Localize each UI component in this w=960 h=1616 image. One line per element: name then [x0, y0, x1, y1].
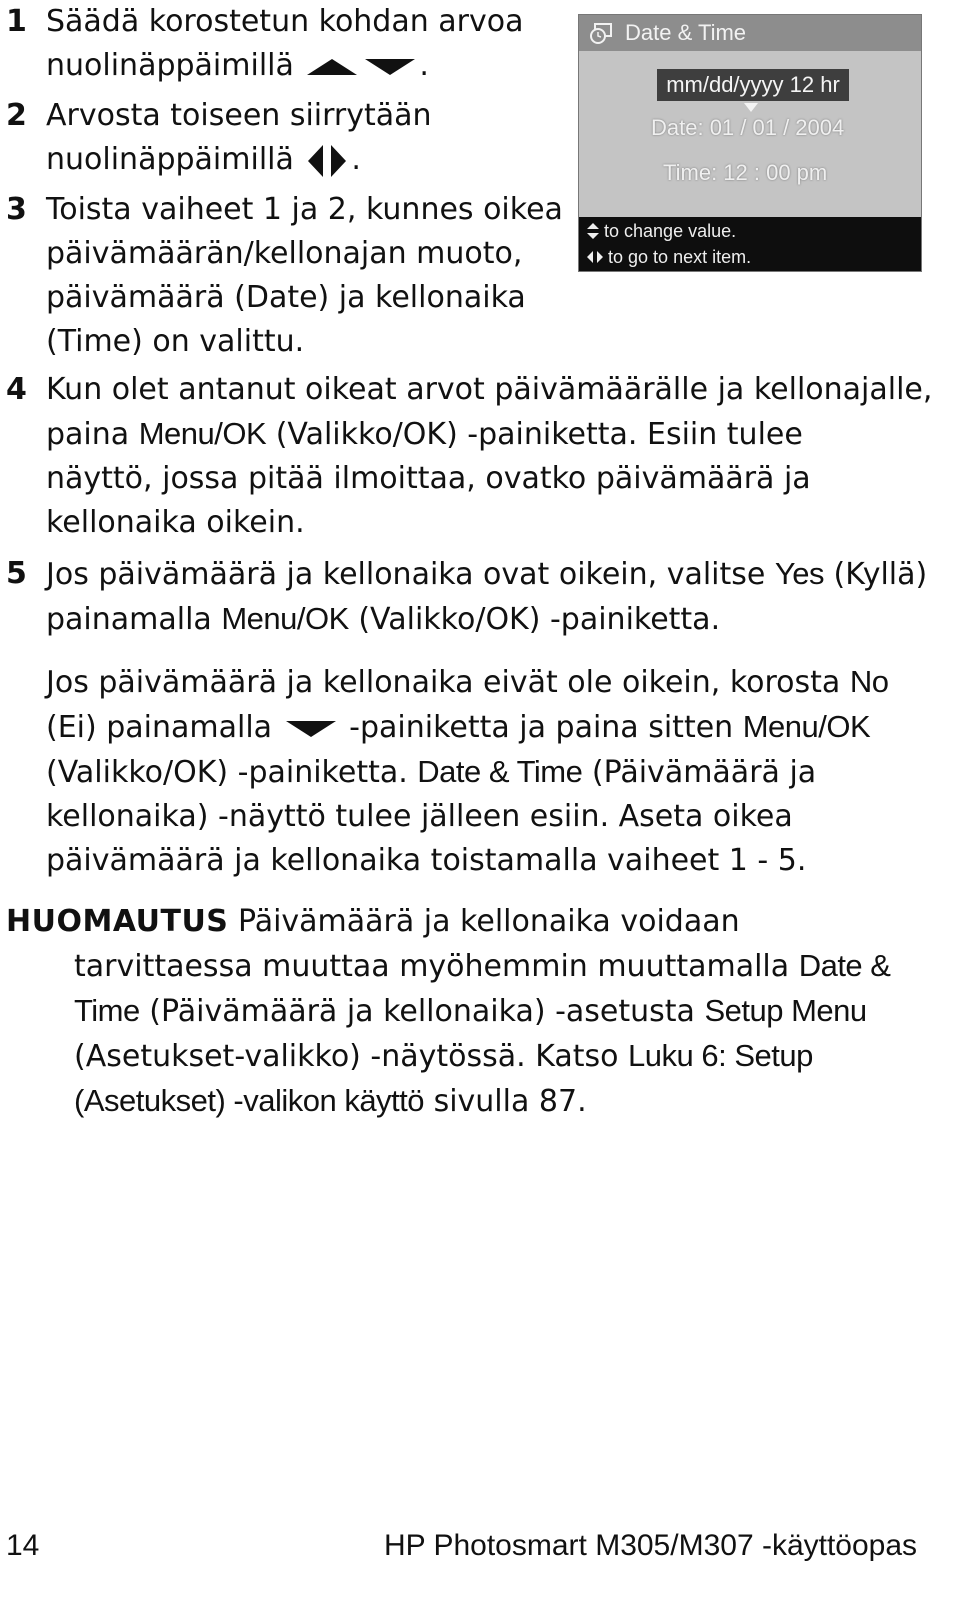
arrow-right-icon	[329, 143, 349, 179]
step-text-line: kellonaika oikein.	[46, 505, 305, 540]
step-number: 5	[6, 556, 27, 591]
menu-ok-key-label: Menu/OK	[221, 601, 349, 636]
step-text-line: Säädä korostetun kohdan arvoa	[46, 4, 524, 39]
page-number: 14	[6, 1529, 40, 1562]
footer-title: HP Photosmart M305/M307 -käyttöopas	[384, 1529, 918, 1562]
screen-title: Date & Time	[625, 20, 747, 45]
date-time-menu-label: Date &	[798, 948, 891, 983]
step-number: 3	[6, 192, 27, 227]
note-block: HUOMAUTUS Päivämäärä ja kellonaika voidaan tarvittaessa muuttaa myöhemmin muuttamalla Date & Time (Päivämäärä ja kellonaika) -asetusta Setup Menu (Asetukset-valikko) -näytössä. Katso Luku 6: Setup (Asetukset) -valikon käyttö sivulla 87.	[6, 904, 891, 1119]
step-text-line: nuolinäppäimillä	[46, 48, 294, 83]
date-field: Date: 01 / 01 / 2004	[651, 115, 845, 140]
camera-screen-image	[578, 14, 922, 272]
screen-title-bar	[579, 15, 921, 51]
arrow-up-icon	[305, 55, 359, 79]
chapter-reference: Luku 6: Setup	[628, 1038, 813, 1073]
step-text-line: nuolinäppäimillä	[46, 142, 294, 177]
chapter-reference: (Asetukset) -valikon käyttö	[74, 1083, 425, 1118]
step-text-line: päivämäärä (Date) ja kellonaika	[46, 280, 526, 315]
date-time-menu-label: Date & Time	[417, 754, 583, 789]
followup-paragraph: Jos päivämäärä ja kellonaika eivät ole oikein, korosta No (Ei) painamalla -painiketta ja paina sitten Menu/OK (Valikko/OK) -painiketta. Date & Time (Päivämäärä ja kellonaika) -näyttö tulee jälleen esiin. Aseta oikea päivämäärä ja kellonaika toistamalla vaiheet 1 - 5.	[46, 664, 889, 878]
step-text-line: Arvosta toiseen siirrytään	[46, 98, 432, 133]
step-text-line: näyttö, jossa pitää ilmoittaa, ovatko päivämäärä ja	[46, 461, 811, 496]
no-option-label: No	[849, 664, 889, 699]
time-field: Time: 12 : 00 pm	[663, 160, 828, 185]
menu-ok-key-label: Menu/OK	[138, 416, 267, 451]
step-number: 1	[6, 4, 27, 39]
arrow-left-icon	[305, 143, 325, 179]
selection-down-marker-icon	[744, 103, 758, 112]
step-text-line: Toista vaiheet 1 ja 2, kunnes oikea	[46, 192, 563, 227]
step-number: 4	[6, 372, 27, 407]
left-right-arrows-icon	[587, 251, 603, 263]
help-next-item: to go to next item.	[608, 247, 752, 267]
step-text-line: päivämäärän/kellonajan muoto,	[46, 236, 523, 271]
step-text-line: (Time) on valittu.	[46, 324, 305, 359]
clock-icon	[589, 23, 613, 45]
step-number: 2	[6, 98, 27, 133]
arrow-down-icon	[284, 717, 338, 741]
up-down-arrows-icon	[587, 223, 599, 239]
arrow-down-icon	[363, 55, 417, 79]
date-format-field: mm/dd/yyyy 12 hr	[657, 69, 849, 101]
menu-ok-key-label: Menu/OK	[742, 709, 871, 744]
screen-help-bar	[579, 217, 921, 271]
setup-menu-label: Setup Menu	[704, 993, 867, 1028]
note-label: HUOMAUTUS	[6, 904, 229, 939]
step-text-line: Kun olet antanut oikeat arvot päivämäärälle ja kellonajalle,	[46, 372, 933, 407]
help-change-value: to change value.	[604, 221, 737, 241]
yes-option-label: Yes	[774, 556, 824, 591]
